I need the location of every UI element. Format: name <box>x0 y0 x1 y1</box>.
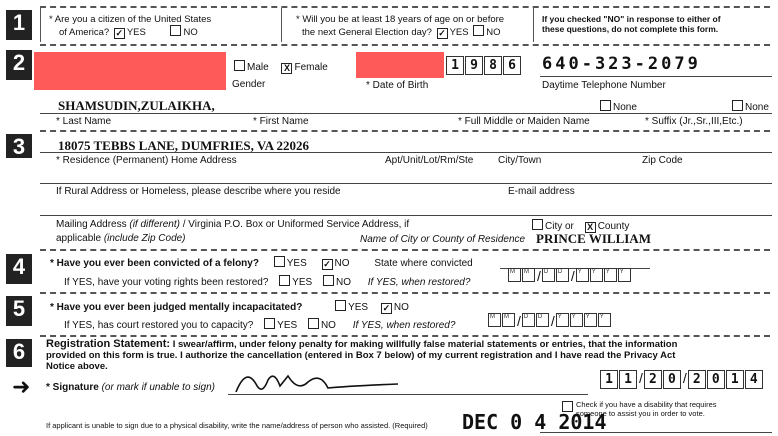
court-yes-checkbox[interactable] <box>264 318 275 329</box>
felony-no-checkbox[interactable]: ✓ <box>323 259 331 269</box>
address-underline <box>40 152 772 153</box>
age-yes-checkbox[interactable]: ✓ <box>438 28 446 38</box>
date-cell[interactable]: Y <box>570 313 583 327</box>
date-cell[interactable]: Y <box>618 268 631 282</box>
mental-no-checkbox[interactable]: ✓ <box>382 303 391 313</box>
date-cell[interactable]: D <box>556 268 569 282</box>
redacted-name-area <box>34 52 226 90</box>
citizen-yes-label: YES <box>126 27 146 38</box>
city-label: City/Town <box>498 155 542 166</box>
name-of-city-label: Name of City or County of Residence <box>360 234 526 245</box>
date-cell[interactable]: Y <box>584 313 597 327</box>
statement-title: Registration Statement: <box>46 338 171 350</box>
age-box <box>288 8 534 42</box>
section-number-4: 4 <box>6 254 32 284</box>
rights-yes-checkbox[interactable] <box>279 275 290 286</box>
age-no-label: NO <box>486 27 501 38</box>
email-label: E-mail address <box>508 186 575 197</box>
sig-date-digit[interactable]: 0 <box>707 370 725 389</box>
zip-label: Zip Code <box>642 155 683 166</box>
citizen-yes-checkbox[interactable]: ✓ <box>115 28 124 38</box>
citizen-no-label: NO <box>183 27 198 38</box>
state-convicted-label: State where convicted <box>374 258 473 269</box>
signature-date-cells: 1 1 / 2 0 / 2 0 1 4 <box>600 370 764 389</box>
court-yes-label: YES <box>277 320 298 331</box>
section5-bottom-dash <box>40 335 770 337</box>
section-number-3: 3 <box>6 134 32 158</box>
felony-yes-label: YES <box>286 258 307 269</box>
male-label: Male <box>247 62 269 73</box>
dob-year-digit[interactable]: 1 <box>446 56 464 75</box>
rights-restored-question: If YES, have your voting rights been restored? <box>64 277 269 288</box>
female-label: Female <box>294 62 328 73</box>
received-date-stamp: DEC 0 4 2014 <box>462 410 607 434</box>
suffix-none-checkbox[interactable] <box>732 100 743 111</box>
felony-question: * Have you ever been convicted of a felony? <box>50 258 259 269</box>
assist-label: If applicant is unable to sign due to a physical disability, write the name/address of person who assisted. (Required) <box>46 421 428 430</box>
signature-scribble <box>228 362 408 402</box>
section2-bottom-dash <box>40 130 770 132</box>
citizen-question-line2: of America? <box>59 27 110 38</box>
dob-year-digit[interactable]: 9 <box>465 56 483 75</box>
applicable-label: applicable (include Zip Code) <box>56 233 186 244</box>
section-number-1: 1 <box>6 10 32 40</box>
address-value[interactable]: 18075 TEBBS LANE, DUMFRIES, VA 22026 <box>58 138 310 153</box>
last-name-value[interactable]: SHAMSUDIN,ZULAIKHA, <box>58 98 215 113</box>
phone-underline <box>540 76 772 77</box>
middle-name-label: * Full Middle or Maiden Name <box>458 116 590 127</box>
date-cell[interactable]: Y <box>604 268 617 282</box>
gender-label: Gender <box>232 79 266 90</box>
assist-underline <box>540 432 772 433</box>
section-number-5: 5 <box>6 296 32 326</box>
statement-line1: I swear/affirm, under felony penalty for making willfully false material statements or entries, that the information <box>170 339 678 350</box>
mailing-label: Mailing Address (if different) / Virginia P.O. Box or Uniformed Service Address, if <box>56 219 410 230</box>
dob-label: * Date of Birth <box>366 80 429 91</box>
court-no-label: NO <box>320 320 336 331</box>
felony-date-cells: M M / D D / Y Y Y Y <box>508 268 632 286</box>
date-cell[interactable]: Y <box>598 313 611 327</box>
sig-date-digit[interactable]: 0 <box>663 370 681 389</box>
felony-yes-checkbox[interactable] <box>274 256 285 267</box>
county-checkbox[interactable]: X <box>585 222 596 233</box>
citizen-question-line1: * Are you a citizen of the United States <box>49 14 212 25</box>
sig-date-digit[interactable]: 4 <box>745 370 763 389</box>
citizen-note <box>542 14 772 34</box>
rights-yes-label: YES <box>292 277 313 288</box>
gender-options <box>232 60 328 74</box>
age-no-checkbox[interactable] <box>473 25 484 36</box>
court-when-label: If YES, when restored? <box>352 320 456 331</box>
suffix-label: * Suffix (Jr.,Sr.,III,Etc.) <box>645 116 743 127</box>
note-line1: If you checked "NO" in response to either of <box>542 14 721 24</box>
date-cell[interactable]: Y <box>590 268 603 282</box>
date-cell[interactable]: Y <box>556 313 569 327</box>
court-restored-question: If YES, has court restored you to capacity? <box>64 320 254 331</box>
rural-underline <box>40 183 772 184</box>
sig-date-digit[interactable]: 2 <box>644 370 662 389</box>
phone-value[interactable]: 640-323-2079 <box>542 54 701 74</box>
rights-no-checkbox[interactable] <box>323 275 334 286</box>
city-or-label: City or <box>545 221 574 232</box>
female-checkbox[interactable]: X <box>281 63 292 74</box>
dob-year-cells <box>446 56 522 75</box>
date-cell[interactable]: M <box>502 313 515 327</box>
age-yes-label: YES <box>449 27 469 38</box>
male-checkbox[interactable] <box>234 60 245 71</box>
middle-none-checkbox[interactable] <box>600 100 611 111</box>
dob-year-digit[interactable]: 6 <box>503 56 521 75</box>
city-or-checkbox[interactable] <box>532 219 543 230</box>
mailing-underline <box>40 215 772 216</box>
section-number-6: 6 <box>6 339 32 367</box>
disability-label: Check if you have a disability that requires someone to assist you in order to vote. <box>576 400 717 418</box>
redacted-dob-area <box>356 52 444 78</box>
date-cell[interactable]: D <box>542 268 555 282</box>
date-cell[interactable]: M <box>488 313 501 327</box>
county-value[interactable]: PRINCE WILLIAM <box>536 231 651 246</box>
arrow-icon: ➜ <box>12 374 31 399</box>
section3-bottom-dash <box>40 249 770 251</box>
middle-none-label: None <box>613 102 637 113</box>
statement-line3: Notice above. <box>46 361 108 372</box>
residence-label: * Residence (Permanent) Home Address <box>56 155 237 166</box>
last-name-label: * Last Name <box>56 116 112 127</box>
section-number-2: 2 <box>6 50 32 80</box>
sig-date-digit[interactable]: 2 <box>688 370 706 389</box>
signature-label: * Signature (or mark if unable to sign) <box>46 382 215 393</box>
rights-no-label: NO <box>335 277 351 288</box>
section1-bottom-dash <box>40 44 770 46</box>
date-cell[interactable]: Y <box>576 268 589 282</box>
date-cell[interactable]: M <box>522 268 535 282</box>
age-question-line1: * Will you be at least 18 years of age on or before <box>296 14 505 25</box>
rural-label: If Rural Address or Homeless, please describe where you reside <box>56 186 341 197</box>
signature-line <box>228 394 588 395</box>
statement-line2: provided on this form is true. I authorize the cancellation (entered in Box 7 below) of my current registration and I have read the Privacy Act <box>46 350 676 361</box>
apt-label: Apt/Unit/Lot/Rm/Ste <box>385 155 474 166</box>
first-name-label: * First Name <box>253 116 309 127</box>
suffix-none-label: None <box>745 102 769 113</box>
mental-yes-label: YES <box>348 302 369 313</box>
when-restored-label: If YES, when restored? <box>367 277 471 288</box>
date-cell[interactable]: D <box>536 313 549 327</box>
phone-label: Daytime Telephone Number <box>542 80 666 91</box>
note-line2: these questions, do not complete this form. <box>542 24 719 34</box>
section4-bottom-dash <box>40 292 770 294</box>
mental-question: * Have you ever been judged mentally incapacitated? <box>50 302 303 313</box>
sig-date-digit[interactable]: 1 <box>600 370 618 389</box>
dob-year-digit[interactable]: 8 <box>484 56 502 75</box>
date-cell[interactable]: D <box>522 313 535 327</box>
mental-no-label: NO <box>393 302 409 313</box>
sig-date-digit[interactable]: 1 <box>726 370 744 389</box>
citizen-box <box>40 8 282 42</box>
mental-date-cells: M M / D D / Y Y Y Y <box>488 313 612 331</box>
court-no-checkbox[interactable] <box>308 318 319 329</box>
sig-date-digit[interactable]: 1 <box>619 370 637 389</box>
felony-no-label: NO <box>334 258 350 269</box>
mental-yes-checkbox[interactable] <box>335 300 346 311</box>
date-cell[interactable]: M <box>508 268 521 282</box>
age-question-line2: the next General Election day? <box>302 27 432 38</box>
county-label: County <box>597 221 630 232</box>
name-underline <box>40 113 772 114</box>
citizen-no-checkbox[interactable] <box>170 25 181 36</box>
